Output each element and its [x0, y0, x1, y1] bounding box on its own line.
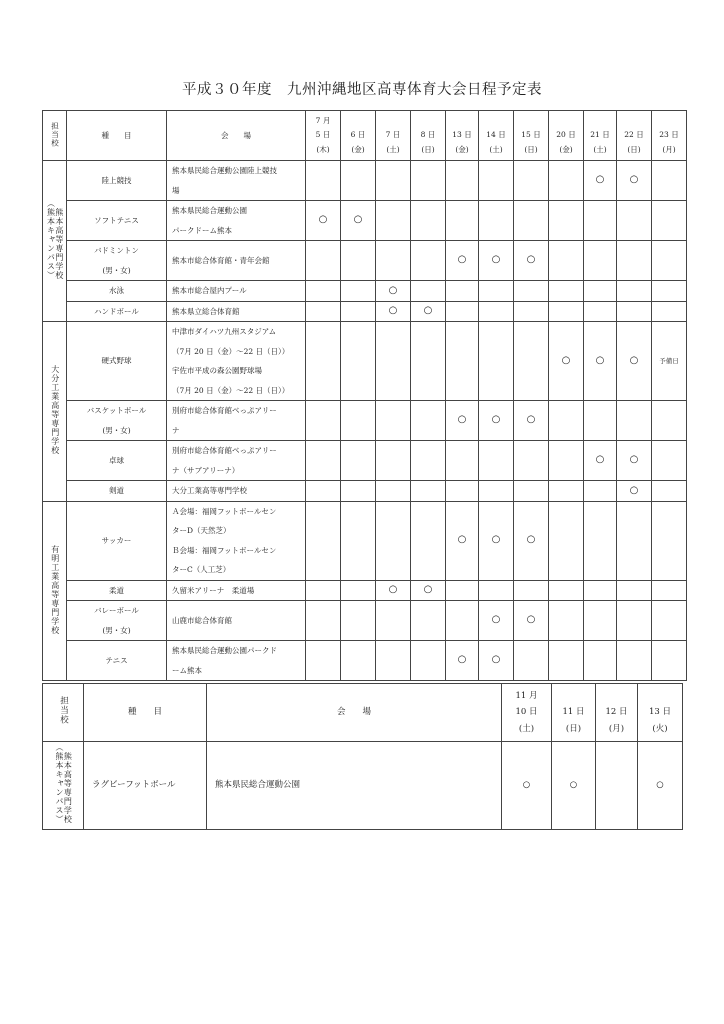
school-cell: 大分工業高等専門学校	[43, 322, 67, 502]
table-row	[43, 441, 687, 481]
schedule-mark	[549, 601, 584, 641]
schedule-mark: ○	[514, 401, 549, 441]
header-sport: 種 目	[67, 111, 167, 161]
schedule-mark	[584, 481, 617, 502]
schedule-mark	[446, 481, 479, 502]
schedule-mark	[479, 301, 514, 322]
schedule-mark	[617, 580, 652, 601]
schedule-mark: ○	[411, 301, 446, 322]
schedule-mark: ○	[479, 601, 514, 641]
schedule-mark	[411, 161, 446, 201]
schedule-mark: ○	[446, 241, 479, 281]
sport-cell: ソフトテニス	[67, 201, 167, 241]
venue-cell: 熊本県民総合運動公園パークド ーム熊本	[167, 641, 306, 681]
table-row	[43, 281, 687, 302]
schedule-mark	[446, 601, 479, 641]
schedule-mark: ○	[446, 401, 479, 441]
schedule-mark	[341, 401, 376, 441]
schedule-mark	[652, 401, 687, 441]
schedule-mark	[306, 441, 341, 481]
sport-cell: 陸上競技	[67, 161, 167, 201]
schedule-mark	[306, 241, 341, 281]
schedule-mark: ○	[549, 322, 584, 401]
schedule-mark	[446, 441, 479, 481]
schedule-mark	[446, 301, 479, 322]
schedule-mark	[617, 401, 652, 441]
schedule-mark	[376, 241, 411, 281]
school-cell: （熊本キャンパス）熊本高等専門学校	[43, 742, 84, 830]
schedule-mark	[652, 580, 687, 601]
sport-cell: 卓球	[67, 441, 167, 481]
schedule-mark: 予備日	[652, 322, 687, 401]
header-day: 6 日 (金)	[341, 111, 376, 161]
schedule-mark	[306, 641, 341, 681]
venue-cell: 山鹿市総合体育館	[167, 601, 306, 641]
sport-cell: バレーボール (男・女)	[67, 601, 167, 641]
schedule-mark	[549, 201, 584, 241]
venue-cell: 別府市総合体育館べっぷアリー ナ（サブアリーナ）	[167, 441, 306, 481]
schedule-mark	[652, 501, 687, 580]
schedule-mark	[446, 580, 479, 601]
schedule-mark	[411, 481, 446, 502]
schedule-mark: ○	[638, 742, 683, 830]
schedule-mark	[617, 301, 652, 322]
schedule-mark	[306, 401, 341, 441]
schedule-mark	[514, 641, 549, 681]
schedule-mark	[479, 481, 514, 502]
schedule-mark: ○	[376, 281, 411, 302]
sport-cell: 水泳	[67, 281, 167, 302]
header-day: 21 日 (土)	[584, 111, 617, 161]
schedule-mark	[376, 501, 411, 580]
schedule-mark	[584, 580, 617, 601]
schedule-mark	[479, 580, 514, 601]
venue-cell: 熊本県民総合運動公園 パークドーム熊本	[167, 201, 306, 241]
schedule-mark	[376, 322, 411, 401]
sport-cell: サッカー	[67, 501, 167, 580]
schedule-mark	[411, 501, 446, 580]
schedule-mark	[514, 201, 549, 241]
schedule-mark	[411, 322, 446, 401]
schedule-mark	[549, 441, 584, 481]
schedule-mark	[652, 641, 687, 681]
venue-cell: Ａ会場：福岡フットボールセン ターD（天然芝） Ｂ会場：福岡フットボールセン ターC（人工芝）	[167, 501, 306, 580]
schedule-mark	[617, 201, 652, 241]
schedule-mark: ○	[446, 501, 479, 580]
schedule-mark: ○	[584, 161, 617, 201]
table-row	[43, 601, 687, 641]
schedule-mark	[341, 601, 376, 641]
table-row	[43, 301, 687, 322]
table-row	[43, 161, 687, 201]
table-row	[43, 241, 687, 281]
schedule-mark: ○	[514, 501, 549, 580]
table-row	[43, 322, 687, 401]
schedule-mark	[376, 481, 411, 502]
schedule-mark	[376, 161, 411, 201]
table-row	[43, 742, 683, 830]
schedule-mark: ○	[479, 241, 514, 281]
sport-cell: ハンドボール	[67, 301, 167, 322]
header-day: 7 月 5 日 (木)	[306, 111, 341, 161]
schedule-mark	[652, 281, 687, 302]
schedule-mark	[376, 201, 411, 241]
schedule-mark: ○	[479, 401, 514, 441]
schedule-mark	[549, 501, 584, 580]
schedule-mark	[306, 322, 341, 401]
schedule-mark: ○	[376, 580, 411, 601]
schedule-mark	[341, 322, 376, 401]
schedule-mark	[411, 201, 446, 241]
schedule-mark	[306, 301, 341, 322]
schedule-mark	[411, 641, 446, 681]
table-row	[43, 201, 687, 241]
schedule-mark	[306, 161, 341, 201]
header-day: 8 日 (日)	[411, 111, 446, 161]
schedule-mark	[341, 281, 376, 302]
schedule-mark	[584, 241, 617, 281]
schedule-mark	[341, 301, 376, 322]
schedule-mark	[411, 241, 446, 281]
schedule-mark: ○	[617, 441, 652, 481]
schedule-mark	[549, 580, 584, 601]
schedule-mark: ○	[411, 580, 446, 601]
schedule-mark	[652, 241, 687, 281]
schedule-mark	[411, 281, 446, 302]
schedule-mark	[376, 441, 411, 481]
venue-cell: 熊本県民総合運動公園	[207, 742, 502, 830]
schedule-table-july	[42, 110, 687, 681]
header-day: 23 日 (月)	[652, 111, 687, 161]
header-day: 13 日 (火)	[638, 684, 683, 742]
schedule-mark	[584, 281, 617, 302]
schedule-mark	[549, 401, 584, 441]
schedule-mark	[306, 580, 341, 601]
schedule-mark	[411, 601, 446, 641]
schedule-table-november	[42, 683, 683, 830]
schedule-mark	[376, 401, 411, 441]
header-day: 11 日 (日)	[552, 684, 596, 742]
header-day: 20 日 (金)	[549, 111, 584, 161]
schedule-mark	[549, 161, 584, 201]
schedule-mark	[306, 481, 341, 502]
schedule-mark	[617, 241, 652, 281]
venue-cell: 熊本県民総合運動公園陸上競技 場	[167, 161, 306, 201]
schedule-mark	[652, 301, 687, 322]
schedule-mark	[446, 281, 479, 302]
schedule-mark	[549, 241, 584, 281]
schedule-mark: ○	[514, 241, 549, 281]
header-day: 15 日 (日)	[514, 111, 549, 161]
schedule-mark	[652, 201, 687, 241]
schedule-mark	[549, 281, 584, 302]
schedule-mark	[479, 281, 514, 302]
schedule-mark	[652, 441, 687, 481]
schedule-mark: ○	[552, 742, 596, 830]
schedule-mark: ○	[584, 441, 617, 481]
schedule-mark	[446, 322, 479, 401]
schedule-mark	[341, 501, 376, 580]
table-row	[43, 641, 687, 681]
sport-cell: 柔道	[67, 580, 167, 601]
schedule-mark: ○	[514, 601, 549, 641]
schedule-mark	[306, 501, 341, 580]
page-title: 平成３０年度 九州沖縄地区高専体育大会日程予定表	[182, 82, 542, 98]
schedule-mark: ○	[617, 161, 652, 201]
schedule-mark	[596, 742, 638, 830]
schedule-mark: ○	[376, 301, 411, 322]
schedule-mark	[584, 301, 617, 322]
schedule-mark	[549, 301, 584, 322]
schedule-mark	[617, 281, 652, 302]
schedule-mark	[479, 201, 514, 241]
schedule-mark	[306, 601, 341, 641]
schedule-mark	[341, 241, 376, 281]
venue-cell: 中津市ダイハツ九州スタジアム （7月 20 日（金）～22 日（日）） 宇佐市平成の森公園野球場 （7月 20 日（金）～22 日（日））	[167, 322, 306, 401]
school-cell: （熊本キャンパス）熊本高等専門学校	[43, 161, 67, 322]
sport-cell: バスケットボール (男・女)	[67, 401, 167, 441]
schedule-mark	[617, 601, 652, 641]
table-row	[43, 481, 687, 502]
schedule-mark: ○	[446, 641, 479, 681]
schedule-mark: ○	[502, 742, 552, 830]
schedule-mark	[652, 161, 687, 201]
schedule-mark	[514, 322, 549, 401]
schedule-mark	[652, 601, 687, 641]
venue-cell: 熊本市総合体育館・青年会館	[167, 241, 306, 281]
sport-cell: ラグビーフットボール	[84, 742, 207, 830]
schedule-mark	[341, 441, 376, 481]
header-school: 担当校	[43, 111, 67, 161]
schedule-mark	[376, 641, 411, 681]
header-day: 7 日 (土)	[376, 111, 411, 161]
schedule-mark: ○	[341, 201, 376, 241]
table-row	[43, 501, 687, 580]
schedule-mark	[549, 481, 584, 502]
schedule-mark	[652, 481, 687, 502]
schedule-mark	[584, 501, 617, 580]
schedule-mark	[584, 401, 617, 441]
venue-cell: 熊本市総合屋内プール	[167, 281, 306, 302]
header-day: 12 日 (月)	[596, 684, 638, 742]
sport-cell: 硬式野球	[67, 322, 167, 401]
sport-cell: バドミントン (男・女)	[67, 241, 167, 281]
header-day: 13 日 (金)	[446, 111, 479, 161]
schedule-mark	[514, 161, 549, 201]
schedule-mark	[306, 281, 341, 302]
header-sport: 種 目	[84, 684, 207, 742]
schedule-mark	[584, 641, 617, 681]
schedule-mark	[617, 501, 652, 580]
schedule-mark	[376, 601, 411, 641]
header-day: 14 日 (土)	[479, 111, 514, 161]
venue-cell: 大分工業高等専門学校	[167, 481, 306, 502]
schedule-mark	[479, 441, 514, 481]
schedule-mark	[514, 580, 549, 601]
schedule-mark: ○	[479, 501, 514, 580]
table-row	[43, 580, 687, 601]
sport-cell: 剣道	[67, 481, 167, 502]
schedule-mark: ○	[306, 201, 341, 241]
schedule-mark	[617, 641, 652, 681]
schedule-mark: ○	[617, 481, 652, 502]
header-day: 22 日 (日)	[617, 111, 652, 161]
schedule-mark	[411, 401, 446, 441]
schedule-mark	[514, 301, 549, 322]
schedule-mark	[446, 161, 479, 201]
schedule-mark	[341, 641, 376, 681]
schedule-mark	[479, 161, 514, 201]
table-row	[43, 401, 687, 441]
schedule-mark	[479, 322, 514, 401]
schedule-mark	[514, 281, 549, 302]
schedule-mark	[341, 161, 376, 201]
sport-cell: テニス	[67, 641, 167, 681]
schedule-mark	[584, 601, 617, 641]
venue-cell: 熊本県立総合体育館	[167, 301, 306, 322]
header-venue: 会 場	[207, 684, 502, 742]
schedule-mark: ○	[479, 641, 514, 681]
schedule-mark	[514, 441, 549, 481]
schedule-mark	[514, 481, 549, 502]
schedule-mark	[584, 201, 617, 241]
venue-cell: 久留米アリーナ 柔道場	[167, 580, 306, 601]
schedule-mark	[341, 580, 376, 601]
schedule-mark	[549, 641, 584, 681]
schedule-mark: ○	[584, 322, 617, 401]
schedule-mark: ○	[617, 322, 652, 401]
header-venue: 会 場	[167, 111, 306, 161]
schedule-mark	[411, 441, 446, 481]
school-cell: 有明工業高等専門学校	[43, 501, 67, 681]
header-school: 担当校	[43, 684, 84, 742]
venue-cell: 別府市総合体育館べっぷアリー ナ	[167, 401, 306, 441]
schedule-mark	[446, 201, 479, 241]
schedule-mark	[341, 481, 376, 502]
header-day: 11 月 10 日 (土)	[502, 684, 552, 742]
